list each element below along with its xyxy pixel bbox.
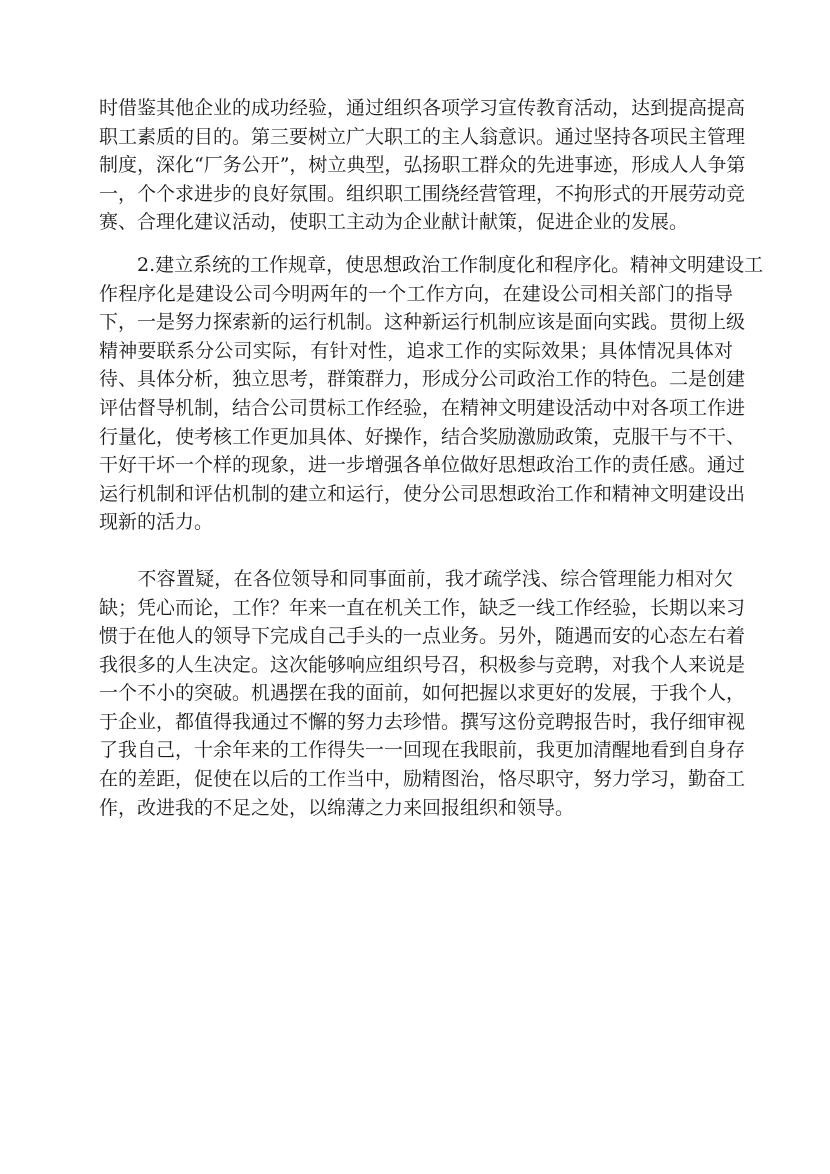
text-line: 于企业，都值得我通过不懈的努力去珍惜。撰写这份竞聘报告时，我仔细审视: [99, 710, 746, 733]
text-line: 赛、合理化建议活动，使职工主动为企业献计献策，促进企业的发展。: [99, 211, 689, 234]
text-line: 干好干坏一个样的现象，进一步增强各单位做好思想政治工作的责任感。通过: [99, 454, 746, 477]
text-line: 评估督导机制，结合公司贯标工作经验，在精神文明建设活动中对各项工作进: [99, 396, 746, 419]
text-line: 运行机制和评估机制的建立和运行，使分公司思想政治工作和精神文明建设出: [99, 482, 746, 505]
text-line: 2.建立系统的工作规章，使思想政治工作制度化和程序化。精神文明建设工: [99, 253, 764, 276]
text-line: 了我自己，十余年来的工作得失一一回现在我眼前，我更加清醒地看到自身存: [99, 739, 746, 762]
text-line: 时借鉴其他企业的成功经验，通过组织各项学习宣传教育活动，达到提高提高: [99, 97, 746, 119]
text-line: 职工素质的目的。第三要树立广大职工的主人翁意识。通过坚持各项民主管理: [99, 125, 746, 148]
text-line: 下，一是努力探索新的运行机制。这种新运行机制应该是面向实践。贯彻上级: [99, 311, 746, 334]
text-line: 惯于在他人的领导下完成自己手头的一点业务。另外，随遇而安的心态左右着: [99, 625, 746, 648]
text-line: 制度，深化“厂务公开”，树立典型，弘扬职工群众的先进事迹，形成人人争第: [99, 154, 746, 177]
text-line: 待、具体分析，独立思考，群策群力，形成分公司政治工作的特色。二是创建: [99, 368, 746, 391]
text-line: 行量化，使考核工作更加具体、好操作，结合奖励激励政策，克服干与不干、: [99, 425, 746, 448]
text-line: 一，个个求进步的良好氛围。组织职工围绕经营管理，不拘形式的开展劳动竞: [99, 182, 746, 205]
paragraph-1: [99, 94, 746, 237]
paragraph-3: [99, 565, 746, 822]
text-line: 缺；凭心而论，工作？年来一直在机关工作，缺乏一线工作经验，长期以来习: [99, 596, 746, 619]
text-line: 我很多的人生决定。这次能够响应组织号召，积极参与竞聘，对我个人来说是: [99, 653, 746, 676]
text-line: 在的差距，促使在以后的工作当中，励精图治，恪尽职守，努力学习，勤奋工: [99, 768, 746, 791]
text-line: 现新的活力。: [99, 511, 214, 534]
text-line: 作，改进我的不足之处，以绵薄之力来回报组织和领导。: [99, 796, 575, 819]
text-line: 一个不小的突破。机遇摆在我的面前，如何把握以求更好的发展，于我个人，: [99, 682, 746, 705]
text-line: 作程序化是建设公司今明两年的一个工作方向，在建设公司相关部门的指导: [99, 282, 733, 305]
paragraph-2: [99, 251, 764, 537]
document-page: [99, 94, 764, 822]
text-line: 不容置疑，在各位领导和同事面前，我才疏学浅、综合管理能力相对欠: [99, 567, 733, 590]
text-line: 精神要联系分公司实际，有针对性，追求工作的实际效果；具体情况具体对: [99, 339, 733, 362]
